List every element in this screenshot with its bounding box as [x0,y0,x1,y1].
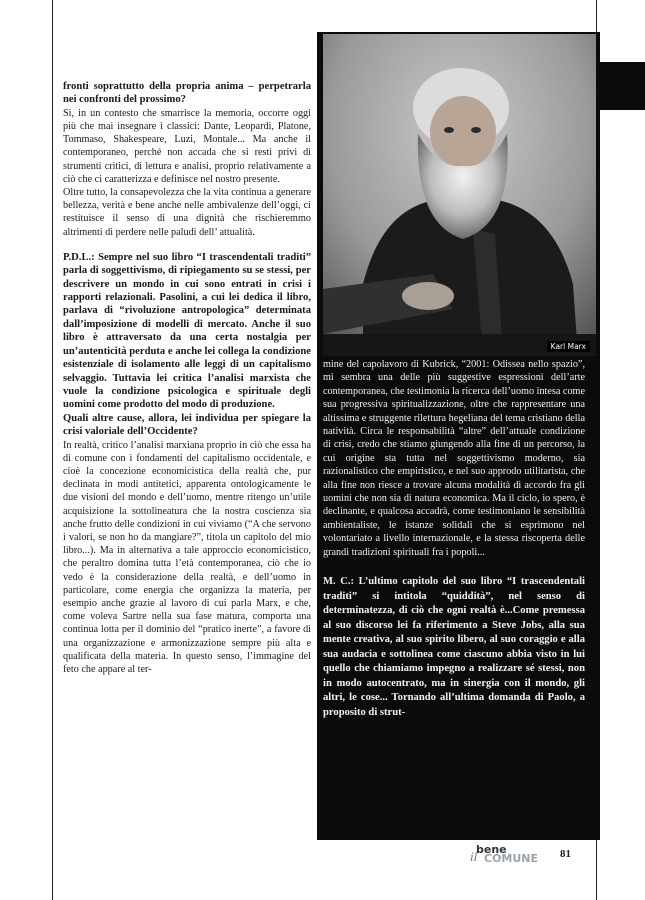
answer-paragraph: Oltre tutto, la consapevolezza che la vita continua a generare bellezza, verità e bene anche nelle ambivalenze dell’oggi, ci restituisce il senso di una dignità che rischieremmo altrimenti di perdere nelle paludi dell’ attualità. [63,187,311,238]
question-paragraph: Quali altre cause, allora, lei individua per spiegare la crisi valoriale dell’Occidente? [63,412,311,438]
answer-paragraph: Sì, in un contesto che smarrisce la memoria, occorre oggi più che mai insegnare i classici: Dante, Leopardi, Platone, Tommaso, Shakespeare, Luzi, Montale... Ma anche il contemporaneo, perché non accada che si resti privi di strumenti critici, di lettura e analisi, proprio relativamente a ciò che ci caratterizza e definisce nel nostro presente. [63,107,311,185]
footer [468,843,598,865]
question-paragraph: P.D.L.: Sempre nel suo libro “I trascendentali traditi” parla di soggettivismo, di ripiegamento su se stessi, per descrivere un mondo in cui sono entrati in crisi i rapporti relazionali. Pasolini, a cui lei dedica il libro, parlava di “rivoluzione antropologica” determinata dall’imposizione di modelli di mercato. Anche il suo libro è attraversato da una certa nostalgia per un’autenticità perduta e anche lei collega la condizione esistenziale di isolamento alle leggi di un capitalismo selvaggio. Tuttavia lei critica l’analisi marxista che vuole la condizione psicologica e spirituale degli uomini come prodotto del modo di produzione. [63,251,311,411]
answer-paragraph: In realtà, critico l’analisi marxiana proprio in ciò che essa ha di comune con i fondamenti del capitalismo occidentale, e cioè la concezione economicistica della realtà che, pur declinata in modi antitetici, apparenta ontologicamente le due visioni del mondo e dell’uomo, mentre ritengo un’utile acquisizione la sottolineatura che la nostra coscienza sia anche frutto delle condizioni in cui viviamo (“A che servono i valori, se non ho da mangiare?”, titola un capitolo del mio libro...). Ma in alternativa a tale approccio economicistico, che peraltro domina tutta l’età contemporanea, ciò che io vedo è la considerazione della realtà, e dell’uomo in particolare, come energia che organizza la materia, per esempio anche grazie al lavoro di cui parla Marx, e che, come voleva Sartre nella sua fase matura, comporta una continua lotta per il dominio del “pratico inerte”, a favore di una organizzazione e armonizzazione sempre più alta e qualificata della materia. In questo senso, l’immagine del feto che appare al ter- [63,439,311,675]
portrait-image [323,34,596,356]
logo-il: il [470,849,478,864]
logo-bene: bene [476,843,507,856]
right-text-column [323,358,585,720]
left-text-column [63,80,311,676]
question-paragraph: M. C.: L’ultimo capitolo del suo libro “I trascendentali traditi” si intitola “quiddità”, nel senso di determinatezza, di ciò che ogni realtà è...Come premessa al suo discorso lei fa riferimento a Steve Jobs, alla sua mente creativa, al suo spirito libero, al suo coraggio e alla sua audacia e sottolinea come ciascuno abbia visto in lui quello che chiamiamo impegno a realizzare sé stessi, non in modo autocentrato, ma in sinergia con il mondo, gli altri, le cose... Tornando all’ultima domanda di Paolo, a proposito di strut- [323,576,585,718]
portrait-photo [323,34,596,356]
left-margin-rule [52,0,53,900]
answer-paragraph: mine del capolavoro di Kubrick, “2001: Odissea nello spazio”, mi sembra una delle più suggestive espressioni dell’arte contemporanea, che testimonia la ricerca dell’uomo intesa come sua progressiva spiritualizzazione, oltre che rappresentare una altissima e struggente rilettura hegeliana del tema cristiano della natività. Circa le responsabilità “altre” dell’attuale condizione di crisi, credo che stiamo giungendo alla fine di un percorso, la cui origine sta tutta nel soggettivismo moderno, sia razionalistico che empiristico, e nel suo approdo utilitarista, che alla fine non riesce a trovare alcuna modalità di accordo fra gli uomini che non sia di natura economica. Ma il ciclo, io spero, è declinante, e qualcosa accadrà, come testimoniano le sensibilità ambientaliste, le istanze solidali che si esprimono nel volontariato a livello internazionale, e la stessa riscoperta delle grandi tradizioni spirituali fra i popoli... [323,359,585,558]
paragraph-gap [63,239,311,251]
logo-comune: COMUNE [484,852,539,865]
edge-tab [600,62,645,110]
photo-caption: Karl Marx [547,341,590,352]
paragraph-gap [323,559,585,575]
question-paragraph: fronti soprattutto della propria anima – perpetrarla nei confronti del prossimo? [63,81,311,106]
top-margin-rule [596,0,597,32]
page-number: 81 [560,848,571,860]
